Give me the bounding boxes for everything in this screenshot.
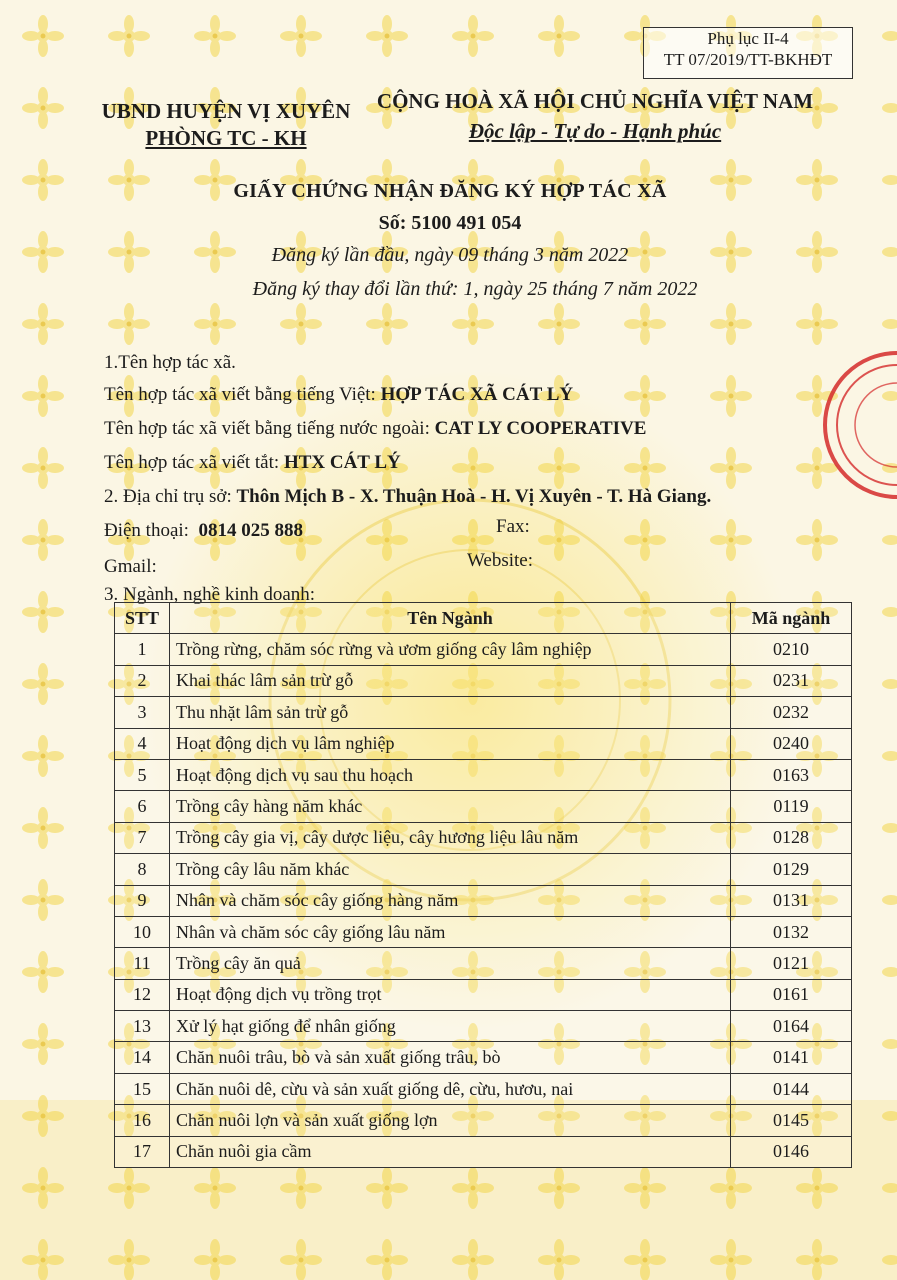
row-stt: 8	[115, 854, 170, 885]
table-row	[115, 665, 852, 696]
table-row	[115, 885, 852, 916]
row-code: 0163	[731, 759, 852, 790]
table-row	[115, 728, 852, 759]
row-name: Chăn nuôi trâu, bò và sản xuất giống trâu, bò	[170, 1042, 731, 1073]
col-code: Mã ngành	[731, 603, 852, 634]
row-code: 0145	[731, 1105, 852, 1136]
row-code: 0144	[731, 1073, 852, 1104]
row-name: Thu nhặt lâm sản trừ gỗ	[170, 697, 731, 728]
vn-name-label: Tên hợp tác xã viết bằng tiếng Việt:	[104, 384, 376, 405]
row-code: 0131	[731, 885, 852, 916]
row-name: Nhân và chăm sóc cây giống lâu năm	[170, 916, 731, 947]
issuer-line-1: UBND HUYỆN VỊ XUYÊN	[101, 99, 351, 123]
row-stt: 11	[115, 948, 170, 979]
row-name: Chăn nuôi lợn và sản xuất giống lợn	[170, 1105, 731, 1136]
row-stt: 1	[115, 634, 170, 665]
row-name: Hoạt động dịch vụ sau thu hoạch	[170, 759, 731, 790]
certificate-number: Số: 5100 491 054	[378, 212, 522, 234]
phone-row	[104, 520, 303, 542]
table-row	[115, 916, 852, 947]
row-code: 0232	[731, 697, 852, 728]
row-code: 0132	[731, 916, 852, 947]
row-stt: 17	[115, 1136, 170, 1167]
foreign-name-row	[104, 418, 646, 440]
national-motto: Độc lập - Tự do - Hạnh phúc	[468, 119, 722, 143]
row-code: 0210	[731, 634, 852, 665]
row-name: Trồng cây hàng năm khác	[170, 791, 731, 822]
phone-label: Điện thoại:	[104, 520, 189, 541]
row-name: Hoạt động dịch vụ trồng trọt	[170, 979, 731, 1010]
row-name: Xử lý hạt giống để nhân giống	[170, 1011, 731, 1042]
row-stt: 5	[115, 759, 170, 790]
row-stt: 3	[115, 697, 170, 728]
address-label: 2. Địa chỉ trụ sở:	[104, 486, 232, 507]
row-code: 0161	[731, 979, 852, 1010]
row-name: Chăn nuôi dê, cừu và sản xuất giống dê, cừu, hươu, nai	[170, 1073, 731, 1104]
appendix-box	[643, 27, 853, 79]
table-row	[115, 1073, 852, 1104]
row-stt: 12	[115, 979, 170, 1010]
section1-heading: 1.Tên hợp tác xã.	[104, 352, 236, 373]
row-stt: 7	[115, 822, 170, 853]
table-row	[115, 948, 852, 979]
phone-value: 0814 025 888	[198, 520, 303, 541]
row-stt: 14	[115, 1042, 170, 1073]
row-stt: 9	[115, 885, 170, 916]
table-row	[115, 1136, 852, 1167]
national-line-1: CỘNG HOÀ XÃ HỘI CHỦ NGHĨA VIỆT NAM	[376, 89, 814, 113]
table-header-row	[115, 603, 852, 634]
short-name-label: Tên hợp tác xã viết tắt:	[104, 452, 280, 473]
first-registration: Đăng ký lần đầu, ngày 09 tháng 3 năm 2022	[271, 244, 629, 266]
official-stamp	[815, 345, 897, 505]
appendix-line-2: TT 07/2019/TT-BKHĐT	[663, 50, 833, 69]
row-stt: 4	[115, 728, 170, 759]
row-code: 0240	[731, 728, 852, 759]
row-name: Trồng cây ăn quả	[170, 948, 731, 979]
row-name: Trồng cây gia vị, cây dược liệu, cây hương liệu lâu năm	[170, 822, 731, 853]
col-name: Tên Ngành	[170, 603, 731, 634]
row-stt: 10	[115, 916, 170, 947]
row-stt: 6	[115, 791, 170, 822]
table-row	[115, 759, 852, 790]
address-value: Thôn Mịch B - X. Thuận Hoà - H. Vị Xuyên - T. Hà Giang.	[236, 486, 712, 507]
gmail-label: Gmail:	[104, 556, 157, 577]
table-row	[115, 1042, 852, 1073]
fax-label: Fax:	[496, 516, 530, 537]
row-stt: 15	[115, 1073, 170, 1104]
issuer-header	[96, 98, 356, 152]
row-code: 0231	[731, 665, 852, 696]
row-name: Trồng rừng, chăm sóc rừng và ươm giống cây lâm nghiệp	[170, 634, 731, 665]
short-name-row	[104, 452, 401, 474]
table-row	[115, 791, 852, 822]
appendix-line-1: Phụ lục II-4	[707, 29, 789, 48]
row-stt: 16	[115, 1105, 170, 1136]
foreign-name-value: CAT LY COOPERATIVE	[434, 418, 647, 439]
national-header	[365, 86, 825, 146]
foreign-name-label: Tên hợp tác xã viết bằng tiếng nước ngoài:	[104, 418, 430, 439]
row-code: 0141	[731, 1042, 852, 1073]
issuer-line-2: PHÒNG TC - KH	[145, 126, 307, 150]
table-row	[115, 854, 852, 885]
business-lines-table	[114, 602, 852, 1168]
row-name: Chăn nuôi gia cầm	[170, 1136, 731, 1167]
table-row	[115, 822, 852, 853]
table-row	[115, 697, 852, 728]
change-registration: Đăng ký thay đổi lần thứ: 1, ngày 25 tháng 7 năm 2022	[252, 278, 698, 300]
row-code: 0128	[731, 822, 852, 853]
row-code: 0129	[731, 854, 852, 885]
row-stt: 13	[115, 1011, 170, 1042]
table-row	[115, 979, 852, 1010]
row-code: 0164	[731, 1011, 852, 1042]
row-code: 0119	[731, 791, 852, 822]
section3-heading: 3. Ngành, nghề kinh doanh:	[104, 584, 316, 605]
row-code: 0121	[731, 948, 852, 979]
table-row	[115, 1011, 852, 1042]
website-label: Website:	[467, 550, 534, 571]
row-code: 0146	[731, 1136, 852, 1167]
row-stt: 2	[115, 665, 170, 696]
table-row	[115, 634, 852, 665]
row-name: Nhân và chăm sóc cây giống hàng năm	[170, 885, 731, 916]
vn-name-row	[104, 384, 573, 406]
row-name: Trồng cây lâu năm khác	[170, 854, 731, 885]
short-name-value: HTX CÁT LÝ	[283, 452, 401, 473]
row-name: Khai thác lâm sản trừ gỗ	[170, 665, 731, 696]
table-row	[115, 1105, 852, 1136]
address-row	[104, 486, 711, 508]
row-name: Hoạt động dịch vụ lâm nghiệp	[170, 728, 731, 759]
certificate-title: GIẤY CHỨNG NHẬN ĐĂNG KÝ HỢP TÁC XÃ	[233, 180, 667, 202]
col-stt: STT	[115, 603, 170, 634]
vn-name-value: HỢP TÁC XÃ CÁT LÝ	[380, 384, 574, 405]
